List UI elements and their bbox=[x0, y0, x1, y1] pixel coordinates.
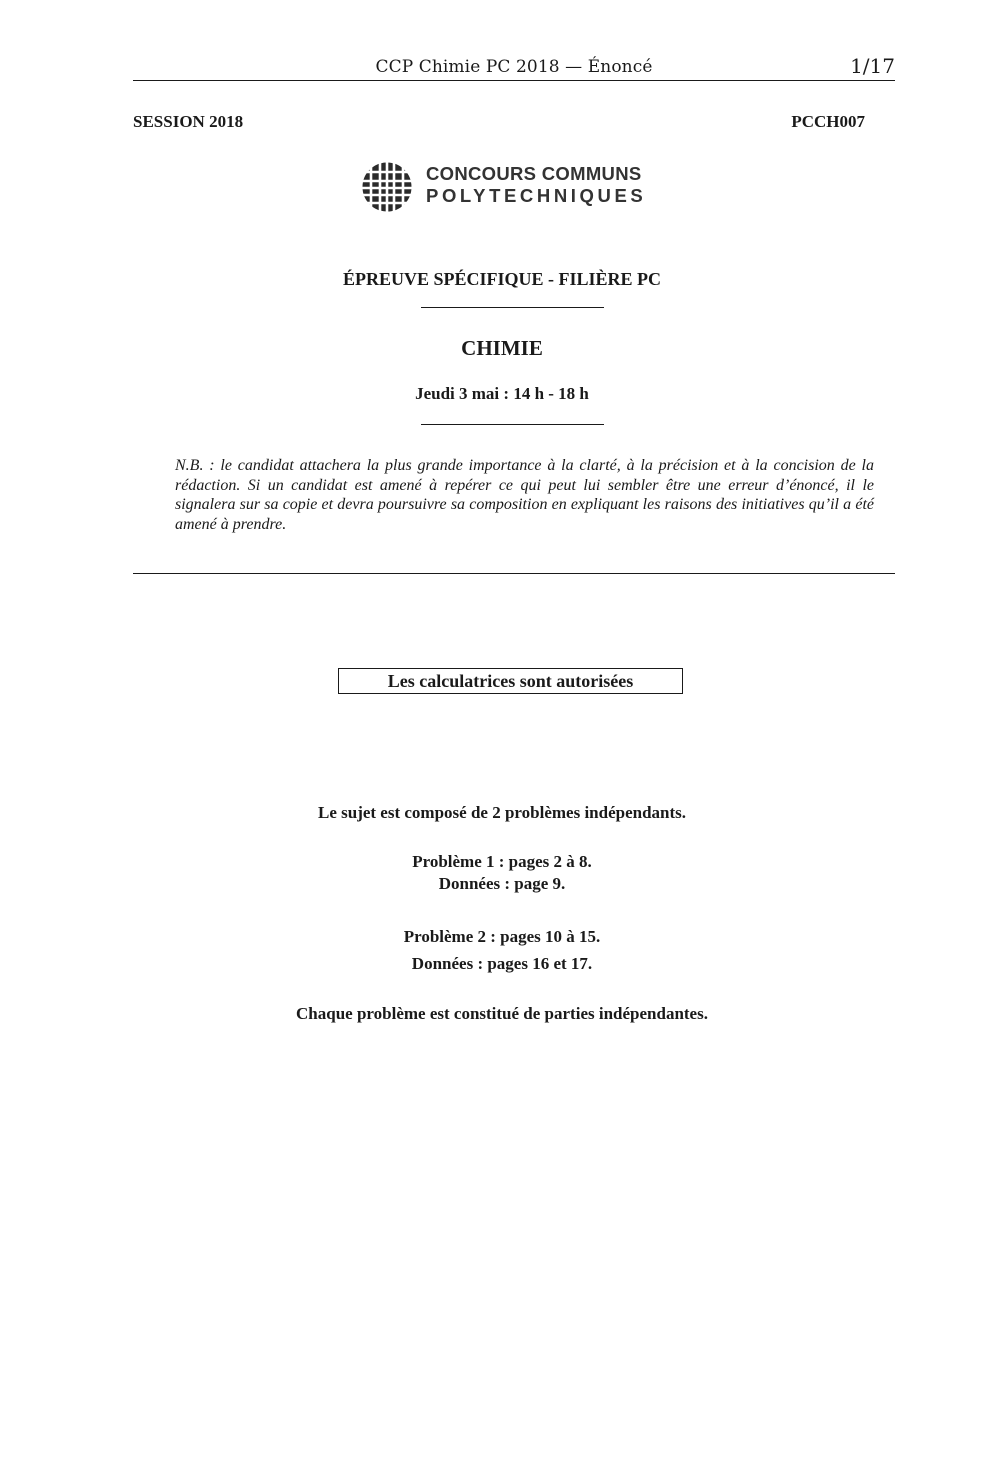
divider bbox=[421, 424, 604, 425]
section-divider bbox=[133, 573, 895, 574]
epreuve-title: ÉPREUVE SPÉCIFIQUE - FILIÈRE PC bbox=[342, 269, 662, 289]
logo-line-1: CONCOURS COMMUNS bbox=[426, 163, 642, 184]
exam-date: Jeudi 3 mai : 14 h - 18 h bbox=[415, 384, 589, 403]
globe-grid-icon bbox=[360, 160, 414, 214]
exam-code: PCCH007 bbox=[791, 112, 865, 131]
calculator-notice: Les calculatrices sont autorisées bbox=[338, 668, 683, 694]
logo-text bbox=[426, 163, 646, 207]
donnees-1: Données : page 9. bbox=[438, 874, 566, 893]
probleme-1: Problème 1 : pages 2 à 8. bbox=[412, 852, 592, 871]
logo bbox=[360, 160, 660, 214]
running-title: CCP Chimie PC 2018 — Énoncé bbox=[375, 57, 653, 77]
page-number: 1/17 bbox=[850, 54, 895, 78]
probleme-2: Problème 2 : pages 10 à 15. bbox=[403, 927, 601, 946]
subject-title: CHIMIE bbox=[461, 336, 543, 360]
sujet-intro: Le sujet est composé de 2 problèmes indépendants. bbox=[317, 803, 687, 822]
logo-line-2: POLYTECHNIQUES bbox=[426, 185, 647, 206]
divider bbox=[421, 307, 604, 308]
session-label: SESSION 2018 bbox=[133, 112, 244, 131]
nb-notice: N.B. : le candidat attachera la plus grande importance à la clarté, à la précision et à la concision de la rédaction. Si un candidat est amené à repérer ce qui peut lui sembler être une erreur d’énoncé, il le signalera sur sa copie et devra poursuivre sa composition en expliquant les raisons des initiatives qu’il a été amené à prendre. bbox=[175, 457, 874, 533]
running-header bbox=[133, 54, 895, 81]
sujet-conclusion: Chaque problème est constitué de parties indépendantes. bbox=[296, 1004, 708, 1023]
donnees-2: Données : pages 16 et 17. bbox=[411, 954, 593, 973]
